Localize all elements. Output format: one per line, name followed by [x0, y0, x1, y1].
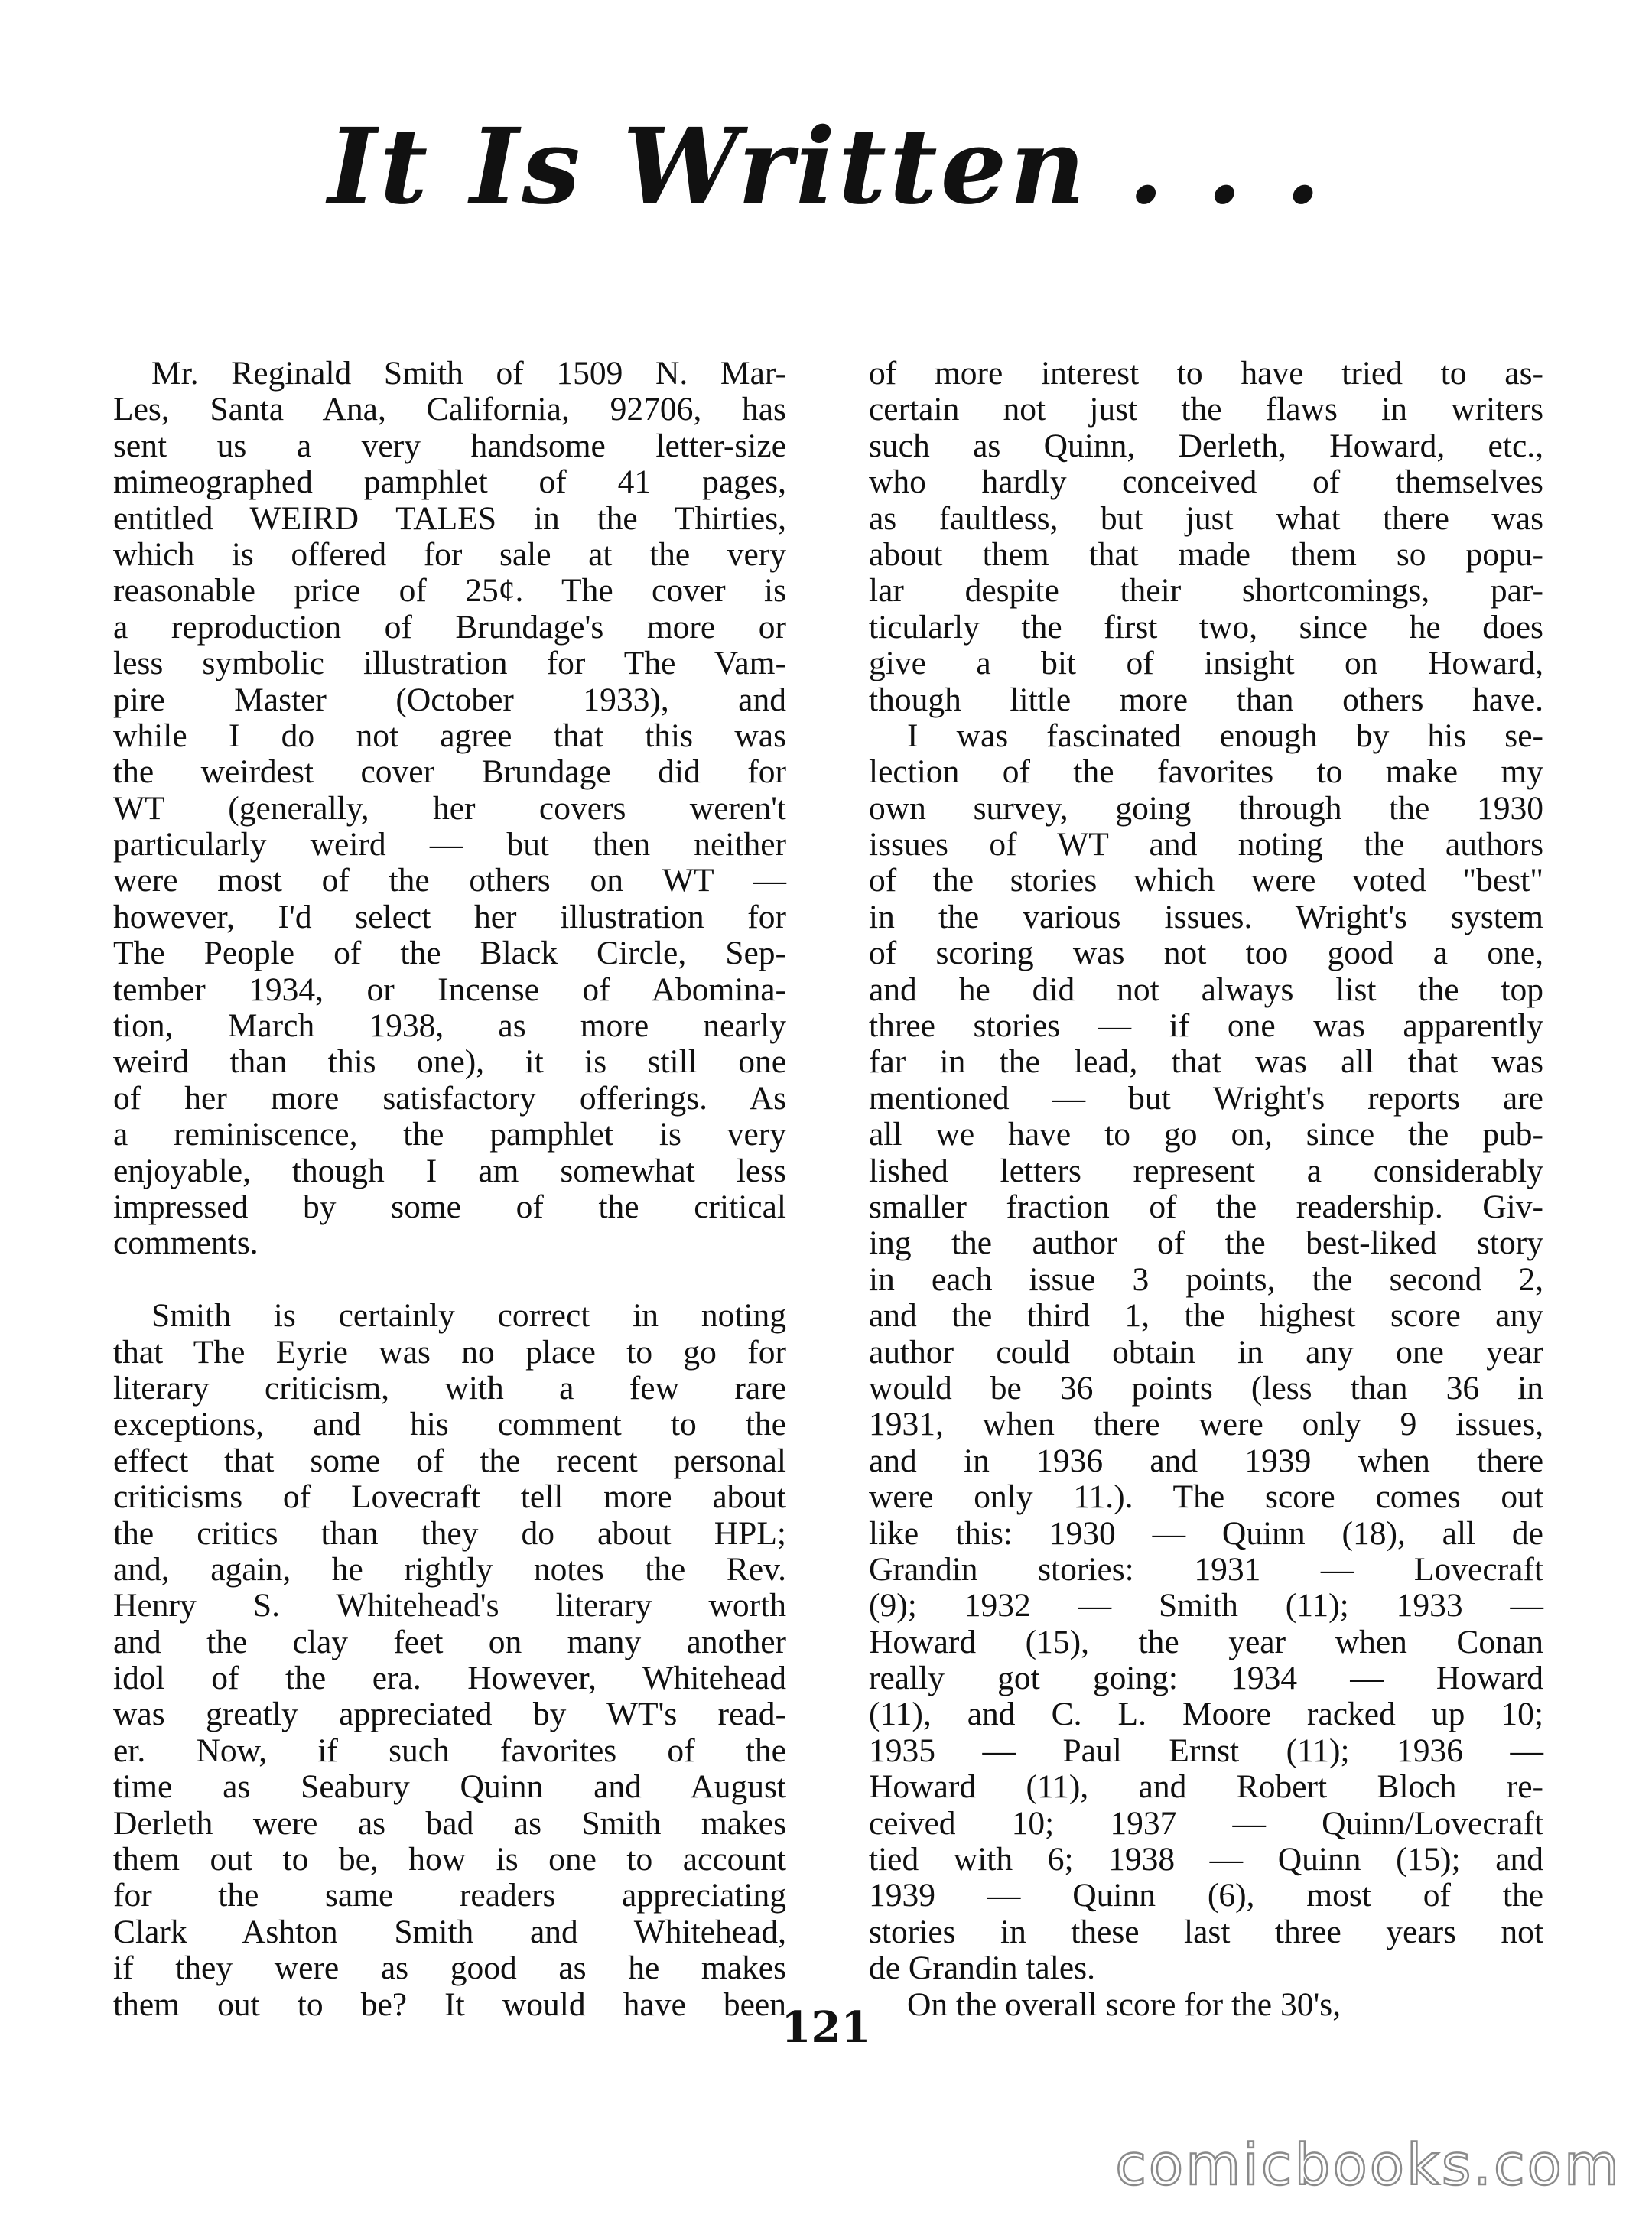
- text-line: Howard (15), the year when Conan: [869, 1623, 1543, 1660]
- text-line: of scoring was not too good a one,: [869, 935, 1543, 972]
- text-line: like this: 1930 — Quinn (18), all de: [869, 1514, 1543, 1552]
- text-line: really got going: 1934 — Howard: [869, 1660, 1543, 1697]
- page-number: 121: [781, 2002, 871, 2053]
- text-line: (11), and C. L. Moore racked up 10;: [869, 1696, 1543, 1733]
- text-line: tember 1934, or Incense of Abomina-: [113, 971, 786, 1008]
- article-title: It Is Written . . .: [327, 106, 1325, 228]
- text-line: exceptions, and his comment to the: [113, 1406, 786, 1443]
- left-column: [113, 356, 786, 2023]
- text-line: 1939 — Quinn (6), most of the: [869, 1877, 1543, 1914]
- text-line: idol of the era. However, Whitehead: [113, 1660, 786, 1697]
- text-line: Les, Santa Ana, California, 92706, has: [113, 391, 786, 428]
- text-line: weird than this one), it is still one: [113, 1043, 786, 1081]
- right-column: [869, 356, 1543, 2023]
- text-line: however, I'd select her illustration for: [113, 898, 786, 935]
- text-line: less symbolic illustration for The Vam-: [113, 645, 786, 682]
- text-line: criticisms of Lovecraft tell more about: [113, 1478, 786, 1516]
- text-line: ticularly the first two, since he does: [869, 608, 1543, 646]
- text-line: in the various issues. Wright's system: [869, 898, 1543, 935]
- text-line: Howard (11), and Robert Bloch re-: [869, 1768, 1543, 1806]
- text-line: effect that some of the recent personal: [113, 1442, 786, 1479]
- text-line: Mr. Reginald Smith of 1509 N. Mar-: [151, 355, 786, 392]
- text-line: and the third 1, the highest score any: [869, 1297, 1543, 1335]
- text-line: them out to be, how is one to account: [113, 1841, 786, 1878]
- text-line: far in the lead, that was all that was: [869, 1043, 1543, 1081]
- paragraph-flaws-of-writers: [869, 356, 1543, 718]
- text-line: certain not just the flaws in writers: [869, 391, 1543, 428]
- text-line: The People of the Black Circle, Sep-: [113, 935, 786, 972]
- text-line: Clark Ashton Smith and Whitehead,: [113, 1913, 786, 1950]
- text-line: and in 1936 and 1939 when there: [869, 1442, 1543, 1479]
- text-line: lished letters represent a considerably: [869, 1152, 1543, 1189]
- text-line: for the same readers appreciating: [113, 1877, 786, 1914]
- text-line: particularly weird — but then neither: [113, 826, 786, 863]
- text-line: a reproduction of Brundage's more or: [113, 608, 786, 646]
- text-line: Grandin stories: 1931 — Lovecraft: [869, 1550, 1543, 1588]
- text-line: entitled WEIRD TALES in the Thirties,: [113, 499, 786, 537]
- text-line: sent us a very handsome letter-size: [113, 427, 786, 464]
- text-line: that The Eyrie was no place to go for: [113, 1333, 786, 1371]
- text-line: smaller fraction of the readership. Giv-: [869, 1188, 1543, 1225]
- paragraph-pamphlet-review: [113, 356, 786, 1262]
- text-line: literary criticism, with a few rare: [113, 1369, 786, 1407]
- text-line: ceived 10; 1937 — Quinn/Lovecraft: [869, 1804, 1543, 1842]
- text-line: de Grandin tales.: [869, 1950, 1095, 1987]
- text-line: Smith is certainly correct in noting: [151, 1297, 786, 1335]
- text-line: and, again, he rightly notes the Rev.: [113, 1550, 786, 1588]
- text-line: pire Master (October 1933), and: [113, 681, 786, 718]
- text-line: in each issue 3 points, the second 2,: [869, 1260, 1543, 1298]
- text-line: about them that made them so popu-: [869, 535, 1543, 573]
- text-line: own survey, going through the 1930: [869, 789, 1543, 827]
- text-line: tied with 6; 1938 — Quinn (15); and: [869, 1841, 1543, 1878]
- text-line: er. Now, if such favorites of the: [113, 1732, 786, 1769]
- text-line: three stories — if one was apparently: [869, 1007, 1543, 1045]
- text-line: a reminiscence, the pamphlet is very: [113, 1116, 786, 1153]
- text-line: of the stories which were voted "best": [869, 862, 1543, 899]
- text-line: issues of WT and noting the authors: [869, 826, 1543, 863]
- text-line: of more interest to have tried to as-: [869, 355, 1543, 392]
- text-line: impressed by some of the critical: [113, 1188, 786, 1225]
- text-line: if they were as good as he makes: [113, 1950, 786, 1987]
- text-line: Henry S. Whitehead's literary worth: [113, 1587, 786, 1624]
- text-line: give a bit of insight on Howard,: [869, 645, 1543, 682]
- text-line: enjoyable, though I am somewhat less: [113, 1152, 786, 1189]
- text-line: which is offered for sale at the very: [113, 535, 786, 573]
- text-line: author could obtain in any one year: [869, 1333, 1543, 1371]
- text-line: (9); 1932 — Smith (11); 1933 —: [869, 1587, 1543, 1624]
- text-line: lar despite their shortcomings, par-: [869, 572, 1543, 610]
- text-line: as faultless, but just what there was: [869, 499, 1543, 537]
- text-line: lection of the favorites to make my: [869, 753, 1543, 791]
- text-line: them out to be? It would have been: [113, 1985, 786, 2023]
- text-line: the weirdest cover Brundage did for: [113, 753, 786, 791]
- paragraph-favorites-survey: [869, 718, 1543, 1987]
- text-line: was greatly appreciated by WT's read-: [113, 1696, 786, 1733]
- text-line: reasonable price of 25¢. The cover is: [113, 572, 786, 610]
- text-line: WT (generally, her covers weren't: [113, 789, 786, 827]
- text-line: and he did not always list the top: [869, 971, 1543, 1008]
- text-line: ing the author of the best-liked story: [869, 1224, 1543, 1262]
- text-line: were only 11.). The score comes out: [869, 1478, 1543, 1516]
- text-line: and the clay feet on many another: [113, 1623, 786, 1660]
- text-line: comments.: [113, 1224, 259, 1262]
- text-line: who hardly conceived of themselves: [869, 463, 1543, 501]
- text-line: such as Quinn, Derleth, Howard, etc.,: [869, 427, 1543, 464]
- paragraph-eyrie-criticism: [113, 1298, 786, 2023]
- text-line: stories in these last three years not: [869, 1913, 1543, 1950]
- text-line: tion, March 1938, as more nearly: [113, 1007, 786, 1045]
- text-line: Derleth were as bad as Smith makes: [113, 1804, 786, 1842]
- watermark-logo: comicbooks.com: [1115, 2132, 1621, 2198]
- text-line: of her more satisfactory offerings. As: [113, 1079, 786, 1117]
- text-line: On the overall score for the 30's,: [907, 1985, 1341, 2023]
- text-line: I was fascinated enough by his se-: [907, 717, 1543, 754]
- text-line: mentioned — but Wright's reports are: [869, 1079, 1543, 1117]
- text-line: would be 36 points (less than 36 in: [869, 1369, 1543, 1407]
- text-line: the critics than they do about HPL;: [113, 1514, 786, 1552]
- text-line: 1931, when there were only 9 issues,: [869, 1406, 1543, 1443]
- text-line: 1935 — Paul Ernst (11); 1936 —: [869, 1732, 1543, 1769]
- text-line: were most of the others on WT —: [113, 862, 786, 899]
- text-line: while I do not agree that this was: [113, 717, 786, 754]
- paragraph-gap: [113, 1262, 786, 1298]
- text-line: mimeographed pamphlet of 41 pages,: [113, 463, 786, 501]
- text-line: all we have to go on, since the pub-: [869, 1116, 1543, 1153]
- text-line: though little more than others have.: [869, 681, 1543, 718]
- text-line: time as Seabury Quinn and August: [113, 1768, 786, 1806]
